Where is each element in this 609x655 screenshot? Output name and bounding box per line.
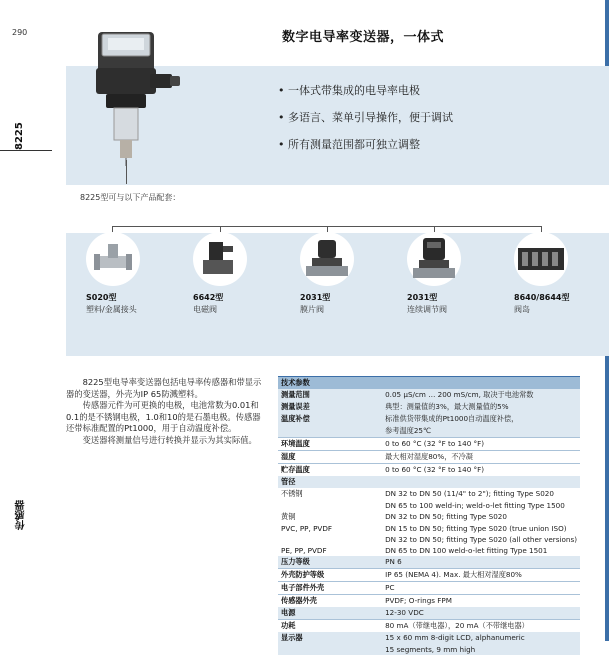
spec-key: 湿度 — [278, 451, 382, 464]
spec-key — [278, 644, 382, 655]
fitting-icon — [86, 232, 140, 286]
feature-list — [278, 82, 453, 163]
spec-row — [278, 511, 580, 523]
spec-key: 测量范围 — [278, 389, 382, 401]
spec-row — [278, 545, 580, 556]
spec-row — [278, 500, 580, 511]
spec-key: 环境温度 — [278, 438, 382, 451]
spec-row — [278, 464, 580, 477]
intro-paragraph: 传感器元件为可更换的电极，电池常数为0.01和0.1的是不锈钢电极，1.0和10的是石墨电极。传感器还带标准配置的Pt1000，用于自动温度补偿。 — [66, 400, 261, 433]
transmitter-device-icon — [88, 16, 188, 166]
spec-key: 管径 — [278, 476, 382, 488]
spec-row — [278, 620, 580, 633]
spec-row — [278, 438, 580, 451]
spec-value: 参考温度25℃ — [382, 425, 580, 438]
spec-row — [278, 644, 580, 655]
product-code: 8640/8644型 — [514, 293, 570, 302]
spec-key — [278, 500, 382, 511]
product-2031-control — [407, 232, 497, 315]
side-product-code: 8225 — [14, 122, 25, 150]
spec-value: 典型：测量值的3%，最大测量值的5% — [382, 401, 580, 413]
spec-value: 12-30 VDC — [382, 607, 580, 620]
spec-key: 测量误差 — [278, 401, 382, 413]
spec-row — [278, 582, 580, 595]
spec-row — [278, 451, 580, 464]
spec-value: DN 32 to DN 50; fitting Type S020 (all other versions) — [385, 535, 577, 544]
spec-header: 技术参数 — [278, 377, 580, 390]
compat-label: 8225型可与以下产品配套： — [80, 193, 181, 202]
spec-value: PN 6 — [382, 556, 580, 569]
spec-value: 0.05 µS/cm … 200 mS/cm, 取决于电池常数 — [382, 389, 580, 401]
product-6642 — [193, 232, 283, 315]
product-2031 — [300, 232, 390, 315]
control-valve-icon — [407, 232, 461, 286]
spec-value: 15 segments, 9 mm high — [382, 644, 580, 655]
spec-key: 电子部件外壳 — [278, 582, 382, 595]
valve-island-icon — [514, 232, 568, 286]
spec-key: 电源 — [278, 607, 382, 620]
product-8640-8644 — [514, 232, 604, 315]
spec-key: PVC, PP, PVDF — [281, 524, 332, 533]
spec-value: DN 15 to DN 50; fitting Type S020 (true union ISO) — [385, 524, 567, 533]
spec-key — [278, 425, 382, 438]
spec-row — [278, 476, 580, 488]
spec-key: 温度补偿 — [278, 413, 382, 425]
product-code: S020型 — [86, 293, 117, 302]
spec-key — [278, 534, 382, 545]
spec-value: 80 mA（带继电器），20 mA（不带继电器） — [382, 620, 580, 633]
spec-key: 黄铜 — [281, 512, 296, 521]
spec-row — [278, 425, 580, 438]
product-desc: 阀岛 — [514, 305, 530, 314]
product-code: 6642型 — [193, 293, 224, 302]
spec-key: 不锈钢 — [281, 489, 303, 498]
spec-value: DN 32 to DN 50; fitting Type S020 — [385, 512, 507, 521]
spec-header-row — [278, 377, 580, 390]
spec-value: 0 to 60 °C (32 °F to 140 °F) — [382, 464, 580, 477]
spec-key: 压力等级 — [278, 556, 382, 569]
spec-row — [278, 523, 580, 534]
spec-row — [278, 488, 580, 500]
spec-value — [382, 476, 580, 488]
spec-key: PE, PP, PVDF — [281, 546, 327, 555]
spec-key: 贮存温度 — [278, 464, 382, 477]
spec-key: 显示器 — [278, 632, 382, 644]
spec-row — [278, 595, 580, 608]
intro-text — [66, 377, 262, 446]
side-category-label: 传感器 — [16, 500, 27, 530]
spec-row — [278, 569, 580, 582]
spec-value: PVDF; O-rings FPM — [382, 595, 580, 608]
connector-vertical — [126, 160, 127, 184]
spec-key: 传感器外壳 — [278, 595, 382, 608]
spec-value: DN 65 to 100 weld-in; weld-o-let fitting Type 1500 — [385, 501, 565, 510]
product-s020 — [86, 232, 176, 315]
spec-value: 15 x 60 mm 8-digit LCD, alphanumeric — [382, 632, 580, 644]
spec-value: IP 65 (NEMA 4). Max. 最大相对湿度80% — [382, 569, 580, 582]
spec-row — [278, 534, 580, 545]
feature-item: • 多语言、菜单引导操作，便于调试 — [278, 109, 453, 125]
spec-value: 最大相对湿度80%，不冷凝 — [382, 451, 580, 464]
spec-value: DN 65 to DN 100 weld-o-let fitting Type 1501 — [385, 546, 548, 555]
spec-key: 外壳防护等级 — [278, 569, 382, 582]
page-title: 数字电导率变送器，一体式 — [282, 30, 445, 45]
feature-item: • 所有测量范围都可独立调整 — [278, 136, 453, 152]
spec-value: 标准供货带集成的Pt1000自动温度补偿， — [382, 413, 580, 425]
spec-row — [278, 632, 580, 644]
intro-paragraph: 8225型电导率变送器包括电导率传感器和带显示器的变送器，外壳为IP 65防溅塑料。 — [66, 377, 262, 399]
product-code: 2031型 — [300, 293, 331, 302]
spec-row — [278, 607, 580, 620]
side-bar — [0, 0, 52, 641]
side-divider — [0, 150, 52, 151]
spec-row — [278, 556, 580, 569]
product-desc: 塑料/金属接头 — [86, 305, 137, 314]
spec-table — [278, 376, 580, 655]
page-number: 290 — [12, 28, 28, 37]
spec-value: DN 32 to DN 50 (11/4" to 2"); fitting Type S020 — [385, 489, 554, 498]
intro-paragraph: 变送器将测量信号进行转换并显示为其实际值。 — [82, 434, 257, 445]
spec-value: PC — [382, 582, 580, 595]
product-desc: 电磁阀 — [193, 305, 217, 314]
spec-key: 功耗 — [278, 620, 382, 633]
diaphragm-valve-icon — [300, 232, 354, 286]
product-code: 2031型 — [407, 293, 438, 302]
product-desc: 膜片阀 — [300, 305, 324, 314]
solenoid-valve-icon — [193, 232, 247, 286]
spec-value: 0 to 60 °C (32 °F to 140 °F) — [382, 438, 580, 451]
spec-row — [278, 401, 580, 413]
product-desc: 连续调节阀 — [407, 305, 447, 314]
feature-item: • 一体式带集成的电导率电极 — [278, 82, 453, 98]
spec-row — [278, 389, 580, 401]
spec-row — [278, 413, 580, 425]
